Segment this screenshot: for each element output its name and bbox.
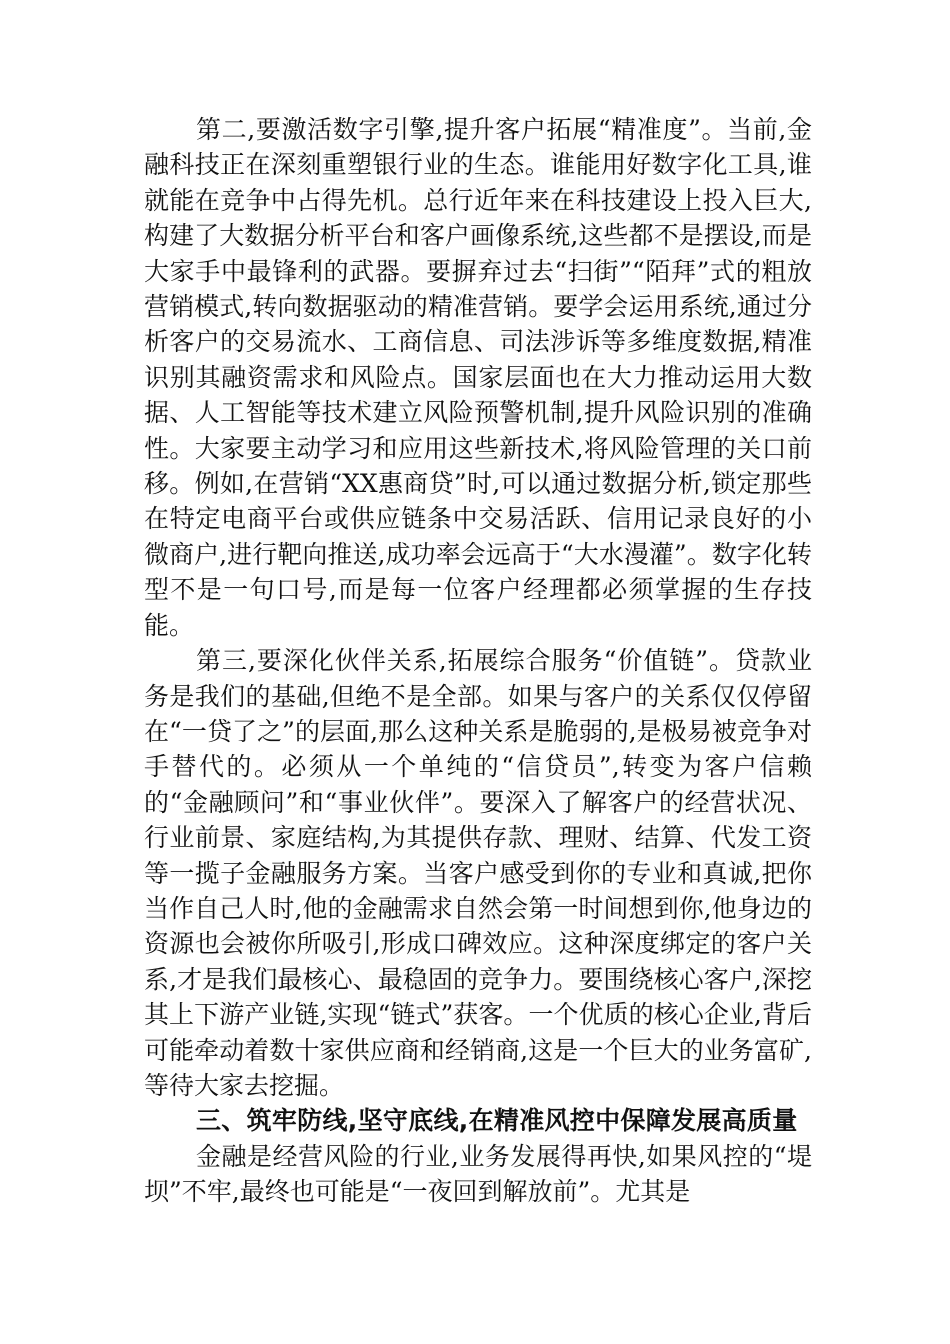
body-paragraph-digital-engine: 第二,要激活数字引擎,提升客户拓展“精准度”。当前,金融科技正在深刻重塑银行业的生态。谁能用好数字化工具,谁就能在竞争中占得先机。总行近年来在科技建设上投入巨大,构建了大数据分析平台和客户画像系统,这些都不是摆设,而是大家手中最锋利的武器。要摒弃过去“扫街”“陌拜”式的粗放营销模式,转向数据驱动的精准营销。要学会运用系统,通过分析客户的交易流水、工商信息、司法涉诉等多维度数据,精准识别其融资需求和风险点。国家层面也在大力推动运用大数据、人工智能等技术建立风险预警机制,提升风险识别的准确性。大家要主动学习和应用这些新技术,将风险管理的关口前移。例如,在营销“XX惠商贷”时,可以通过数据分析,锁定那些在特定电商平台或供应链条中交易活跃、信用记录良好的小微商户,进行靶向推送,成功率会远高于“大水漫灌”。数字化转型不是一句口号,而是每一位客户经理都必须掌握的生存技能。 [144, 115, 812, 640]
body-paragraph-risk-control: 金融是经营风险的行业,业务发展得再快,如果风控的“堤坝”不牢,最终也可能是“一夜回到解放前”。尤其是 [144, 1141, 812, 1207]
section-heading: 三、筑牢防线,坚守底线,在精准风控中保障发展高质量 [196, 1106, 798, 1136]
body-paragraph-value-chain: 第三,要深化伙伴关系,拓展综合服务“价值链”。贷款业务是我们的基础,但绝不是全部。如果与客户的关系仅仅停留在“一贷了之”的层面,那么这种关系是脆弱的,是极易被竞争对手替代的。必须从一个单纯的“信贷员”,转变为客户信赖的“金融顾问”和“事业伙伴”。要深入了解客户的经营状况、行业前景、家庭结构,为其提供存款、理财、结算、代发工资等一揽子金融服务方案。当客户感受到你的专业和真诚,把你当作自己人时,他的金融需求自然会第一时间想到你,他身边的资源也会被你所吸引,形成口碑效应。这种深度绑定的客户关系,才是我们最核心、最稳固的竞争力。要围绕核心客户,深挖其上下游产业链,实现“链式”获客。一个优质的核心企业,背后可能牵动着数十家供应商和经销商,这是一个巨大的业务富矿,等待大家去挖掘。 [144, 646, 812, 1100]
document-page [144, 112, 812, 1210]
